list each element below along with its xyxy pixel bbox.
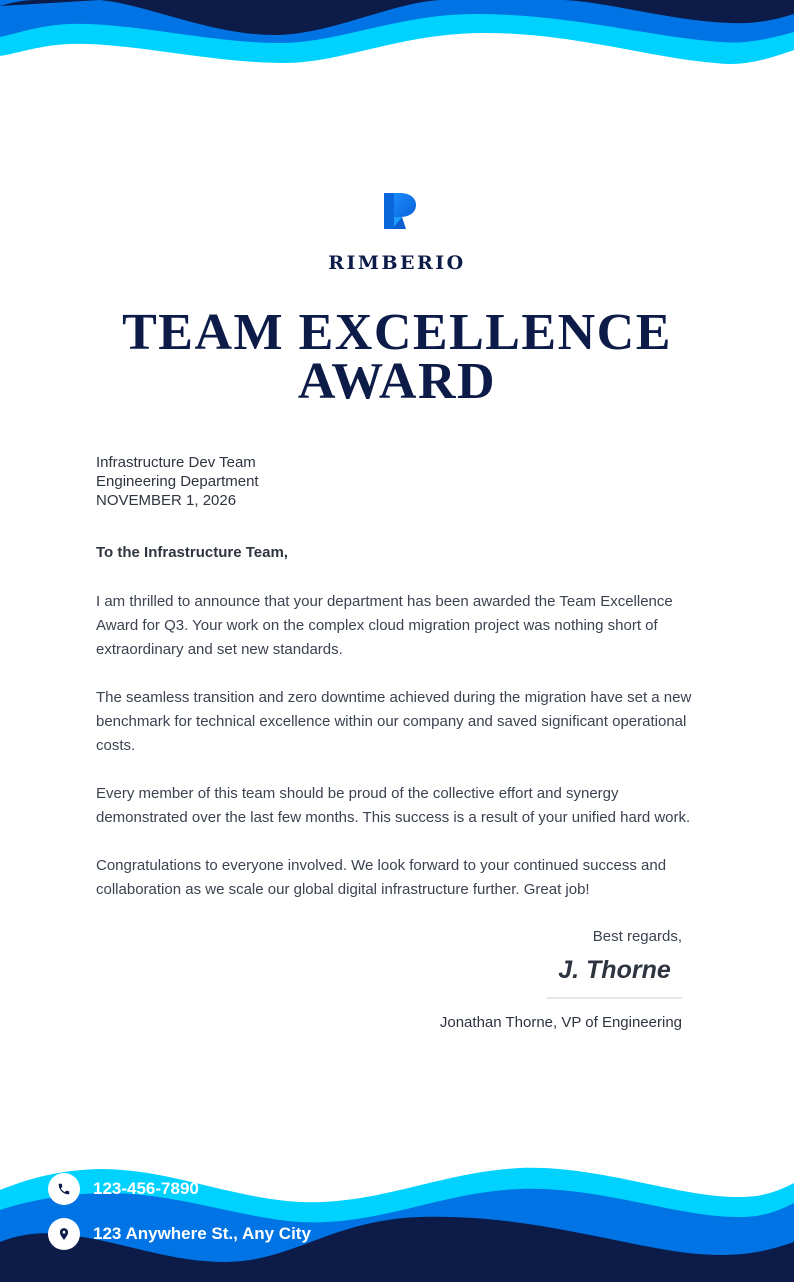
recipient-team: Infrastructure Dev Team [96,454,256,471]
contact-phone [48,1173,199,1205]
signoff: Best regards, [592,928,682,945]
phone-number[interactable]: 123-456-7890 [93,1179,199,1198]
signer-name-title: Jonathan Thorne, VP of Engineering [439,1014,682,1031]
body-paragraph: The seamless transition and zero downtime achieved during the migration have set a new benchmark for technical excellence within our company and saved significant operational costs. [96,689,692,754]
body-paragraph: Congratulations to everyone involved. We look forward to your continued success and collaboration as we scale our global digital infrastructure further. Great job! [96,857,667,898]
letter-date: NOVEMBER 1, 2026 [96,492,237,509]
title-line-1: TEAM EXCELLENCE [122,304,672,361]
phone-icon [48,1173,80,1205]
salutation: To the Infrastructure Team, [96,544,288,561]
recipient-block [96,453,259,510]
body-paragraph: Every member of this team should be proud of the collective effort and synergy demonstrated over the last few months. This success is a result of your unified hard work. [96,785,691,826]
letter-body [96,590,702,926]
address: 123 Anywhere St., Any City [93,1224,311,1243]
body-paragraph: I am thrilled to announce that your department has been awarded the Team Excellence Award for Q3. Your work on the complex cloud migration project was nothing short of extraordinary and set new standards. [96,593,673,658]
signature: J. Thorne [558,956,671,984]
location-pin-icon [48,1218,80,1250]
bottom-wave-decoration [0,1150,794,1282]
contact-address [48,1218,311,1250]
r-logo-icon [384,193,416,229]
page-title [0,304,794,410]
title-line-2: AWARD [297,353,497,410]
signature-line [547,997,682,999]
top-wave-decoration [0,0,794,80]
brand-name: RIMBERIO [328,252,466,274]
recipient-department: Engineering Department [96,473,259,490]
